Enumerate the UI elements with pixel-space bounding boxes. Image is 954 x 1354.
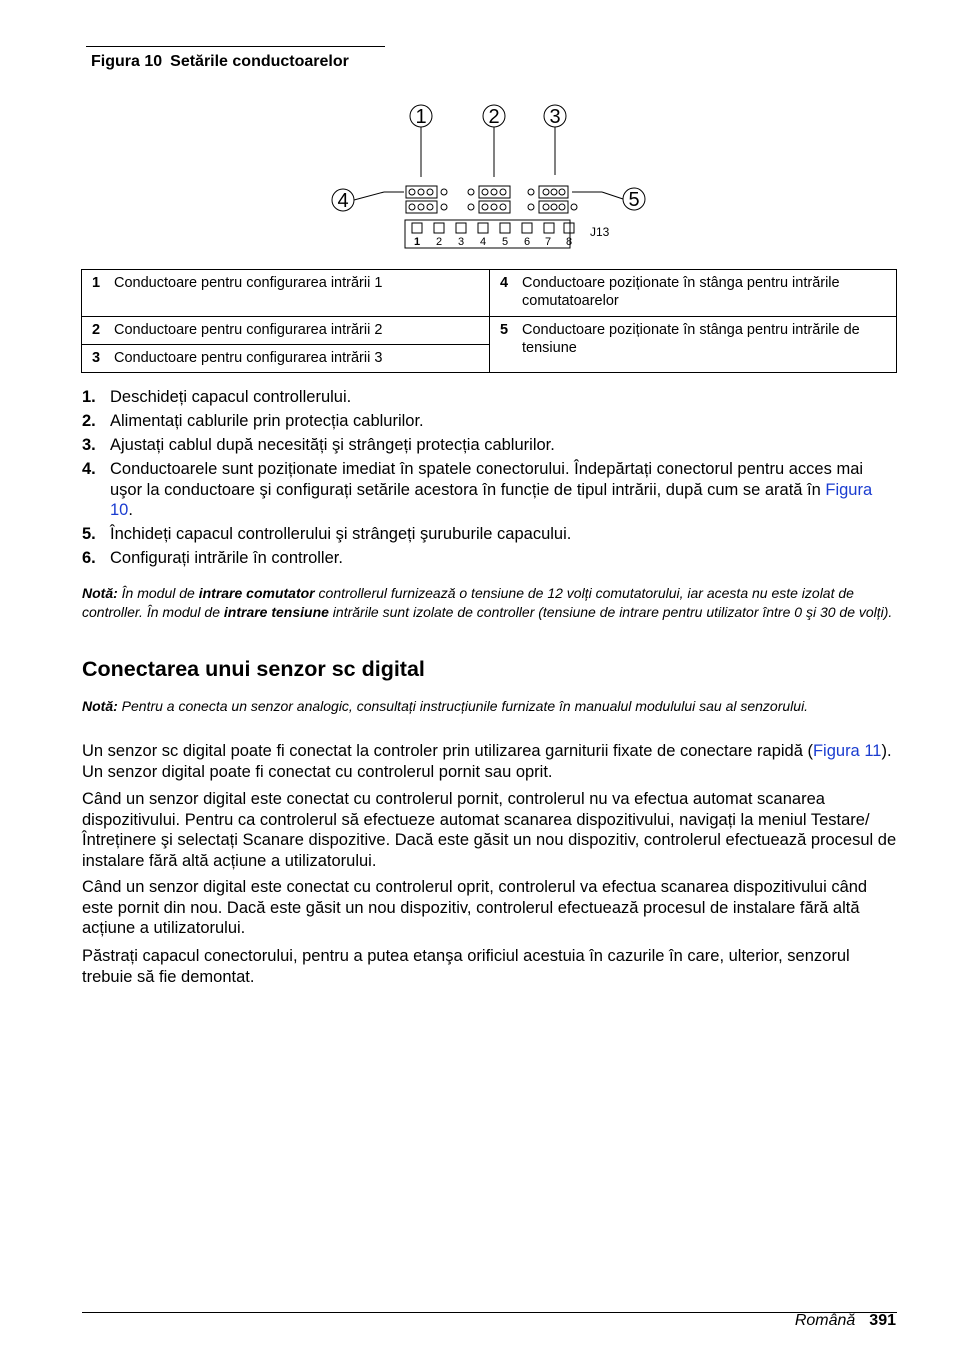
pin-number-6: 6	[523, 236, 531, 248]
note-text: În modul de	[117, 585, 199, 601]
jumper-1-bottom	[406, 201, 437, 213]
jumper-1-top	[406, 186, 437, 198]
paragraph-text: ). Un senzor digital poate fi conectat cu controlerul pornit sau oprit.	[82, 742, 892, 781]
pin-number-1: 1	[413, 236, 421, 248]
callout-number-4: 4	[337, 190, 349, 212]
paragraph-powered-on: Când un senzor digital este conectat cu controlerul pornit, controlerul nu va efectua automat scanarea dispozitivului. Pentru ca controlerul să efectueze automat scanarea dispozitivului, navigați la meniul Testare/Întreținere şi selectați Scanare dispozitive. Dacă este găsit un nou dispozitiv, controlerul efectuează procesul de instalare fără altă acțiune a utilizatorului.	[82, 790, 897, 870]
note-text: controllerul furnizează o tensiune de 12 volți comutatorului, iar acesta nu este izolat de controller. În modul de	[82, 585, 854, 620]
steps-list	[82, 387, 897, 572]
paragraph-powered-off: Când un senzor digital este conectat cu controlerul oprit, controlerul va efectua scanarea dispozitivului când este pornit din nou. Dacă este găsit un nou dispozitiv, controlerul efectuează procesul de instalare fără altă acțiune a utilizatorului.	[82, 878, 868, 937]
page-footer	[795, 1312, 896, 1330]
table-row	[82, 317, 897, 345]
legend-number: 4	[500, 275, 509, 291]
step-number: 4.	[82, 460, 96, 478]
note-switch-voltage	[82, 584, 897, 622]
list-item	[82, 411, 897, 432]
section-title: Conectarea unui senzor sc digital	[82, 657, 425, 681]
callout-number-1: 1	[415, 106, 427, 128]
paragraph-quick-connect	[82, 741, 897, 782]
callout-number-2: 2	[488, 106, 500, 128]
step-text: Închideți capacul controllerului şi strângeți şuruburile capacului.	[110, 525, 572, 543]
pin-number-7: 7	[544, 236, 552, 248]
paragraph-connector-cap: Păstrați capacul conectorului, pentru a putea etanşa orificiul acestuia în cazurile în care, ulterior, senzorul trebuie să fie demontat.	[82, 947, 850, 986]
legend-cell	[82, 270, 490, 317]
callout-number-3: 3	[549, 106, 561, 128]
pin-number-8: 8	[565, 236, 573, 248]
list-item	[82, 387, 897, 408]
step-number: 3.	[82, 436, 96, 454]
legend-cell	[82, 345, 490, 373]
legend-text: Conductoare poziționate în stânga pentru intrările comutatoarelor	[522, 275, 840, 309]
legend-number: 2	[92, 322, 101, 338]
step-text: Deschideți capacul controllerului.	[110, 388, 352, 406]
step-number: 2.	[82, 412, 96, 430]
note-bold-term: intrare comutator	[198, 585, 315, 601]
pin-number-4: 4	[479, 236, 487, 248]
legend-cell	[490, 270, 897, 317]
connector-label: J13	[590, 225, 610, 239]
step-number: 6.	[82, 549, 96, 567]
figure-title: Setările conductoarelor	[170, 53, 349, 70]
figure-caption	[91, 53, 349, 71]
note-text: Pentru a conecta un senzor analogic, consultați instrucțiunile furnizate în manualul modulului sau al senzorului.	[117, 698, 809, 714]
note-label: Notă:	[82, 698, 118, 714]
step-number: 5.	[82, 525, 96, 543]
legend-text: Conductoare pentru configurarea intrării 3	[114, 350, 383, 366]
note-label: Notă:	[82, 585, 118, 601]
callout-number-5: 5	[628, 189, 640, 211]
legend-text: Conductoare poziționate în stânga pentru intrările de tensiune	[522, 322, 860, 356]
paragraph-text: Un senzor sc digital poate fi conectat la controler prin utilizarea garniturii fixate de conectare rapidă (	[82, 742, 813, 760]
legend-text: Conductoare pentru configurarea intrării 1	[114, 275, 383, 291]
pin-number-2: 2	[435, 236, 443, 248]
table-row	[82, 270, 897, 317]
step-text: Alimentați cablurile prin protecția cablurilor.	[110, 412, 424, 430]
figure-label: Figura 10	[91, 53, 163, 70]
note-text: intrările sunt izolate de controller (tensiune de intrare pentru utilizator între 0 şi 30 de volți).	[328, 604, 893, 620]
step-text: Configurați intrările în controller.	[110, 549, 343, 567]
jumper-settings-diagram	[320, 95, 660, 255]
list-item	[82, 548, 897, 569]
legend-cell	[490, 317, 897, 373]
pin-number-5: 5	[501, 236, 509, 248]
step-text-end: .	[128, 501, 133, 519]
step-text: Ajustați cablul după necesități şi strângeți protecția cablurilor.	[110, 436, 555, 454]
jumper-2-bottom	[479, 201, 510, 213]
legend-number: 1	[92, 275, 101, 291]
step-number: 1.	[82, 388, 96, 406]
figure-11-link[interactable]: Figura 11	[812, 742, 882, 760]
step-text: Conductoarele sunt poziționate imediat în spatele conectorului. Îndepărtați conectorul pentru acces mai uşor la conductoare şi configurați setările acestora în funcție de tipul intrării, după cum se arată în	[110, 460, 864, 499]
list-item	[82, 524, 897, 545]
footer-language: Română	[794, 1312, 856, 1329]
list-item	[82, 435, 897, 456]
note-bold-term: intrare tensiune	[223, 604, 329, 620]
legend-cell	[82, 317, 490, 345]
legend-number: 5	[500, 322, 509, 338]
pin-number-3: 3	[457, 236, 465, 248]
figure-10-link[interactable]: Figura 10	[110, 480, 873, 519]
list-item	[82, 459, 897, 521]
jumper-2-top	[479, 186, 510, 198]
legend-text: Conductoare pentru configurarea intrării 2	[114, 322, 383, 338]
figure-rule	[86, 46, 385, 47]
legend-table	[81, 269, 897, 373]
footer-rule	[82, 1312, 897, 1313]
page-number: 391	[869, 1312, 896, 1329]
legend-number: 3	[92, 350, 101, 366]
note-analog-sensor	[82, 697, 897, 716]
